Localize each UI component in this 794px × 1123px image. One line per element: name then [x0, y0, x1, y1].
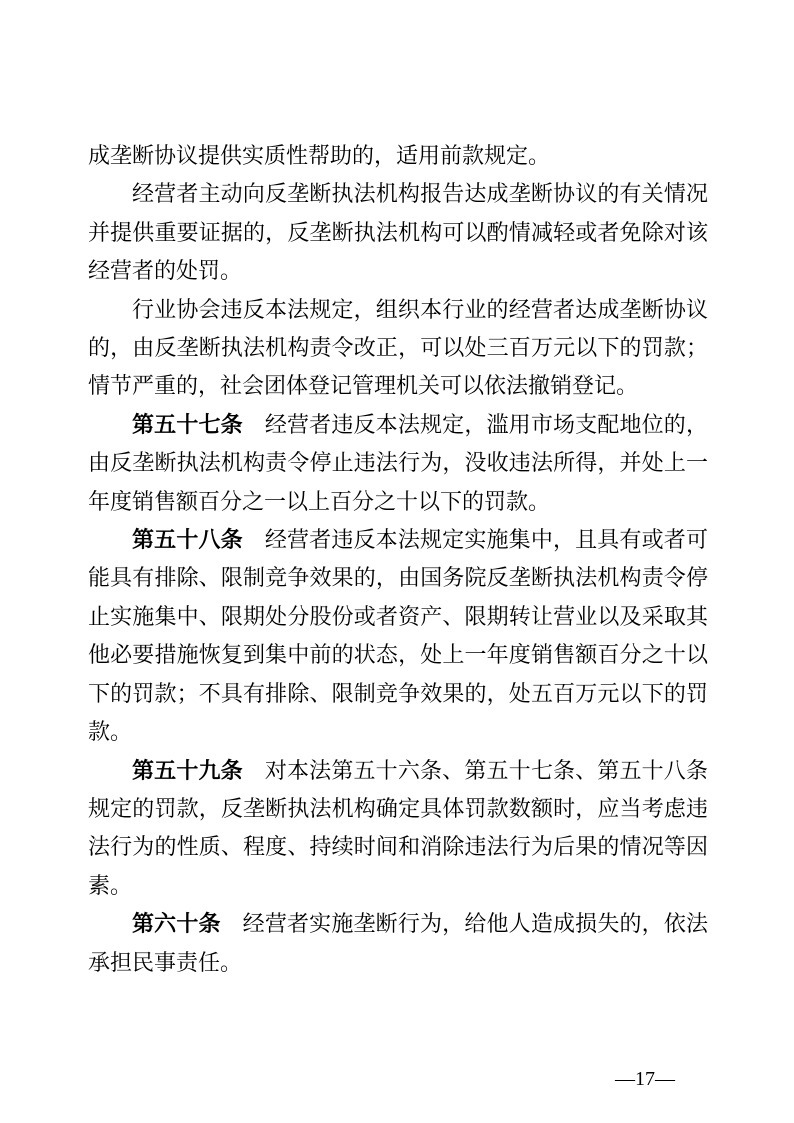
paragraph-article-57: [88, 406, 708, 521]
article-number: 第六十条: [132, 911, 221, 937]
paragraph-text: 成垄断协议提供实质性帮助的，适用前款规定。: [88, 143, 551, 168]
paragraph-text: 经营者主动向反垄断执法机构报告达成垄断协议的有关情况并提供重要证据的，反垄断执法机构可以酌情减轻或者免除对该经营者的处罚。: [88, 181, 708, 284]
paragraph-leniency-report: [88, 175, 708, 290]
paragraph-article-60: [88, 905, 708, 982]
article-number: 第五十九条: [132, 757, 243, 783]
article-text: 经营者违反本法规定实施集中，且具有或者可能具有排除、限制竞争效果的，由国务院反垄断执法机构责令停止实施集中、限期处分股份或者资产、限期转让营业以及采取其他必要措施恢复到集中前的状态，处上一年度销售额百分之十以下的罚款；不具有排除、限制竞争效果的，处五百万元以下的罚款。: [88, 527, 708, 745]
article-text: 对本法第五十六条、第五十七条、第五十八条规定的罚款，反垄断执法机构确定具体罚款数额时，应当考虑违法行为的性质、程度、持续时间和消除违法行为后果的情况等因素。: [88, 757, 708, 898]
article-number: 第五十八条: [132, 527, 243, 553]
paragraph-industry-association: [88, 291, 708, 406]
paragraph-article-58: [88, 521, 708, 751]
paragraph-continuation: [88, 137, 708, 175]
page-number: —17—: [615, 1068, 675, 1090]
article-text: 经营者实施垄断行为，给他人造成损失的，依法承担民事责任。: [88, 911, 708, 975]
paragraph-text: 行业协会违反本法规定，组织本行业的经营者达成垄断协议的，由反垄断执法机构责令改正，可以处三百万元以下的罚款；情节严重的，社会团体登记管理机关可以依法撤销登记。: [88, 296, 708, 399]
article-text: 经营者违反本法规定，滥用市场支配地位的，由反垄断执法机构责令停止违法行为，没收违法所得，并处上一年度销售额百分之一以上百分之十以下的罚款。: [88, 411, 708, 514]
document-body: [88, 137, 708, 982]
paragraph-article-59: [88, 752, 708, 906]
article-number: 第五十七条: [132, 411, 243, 437]
